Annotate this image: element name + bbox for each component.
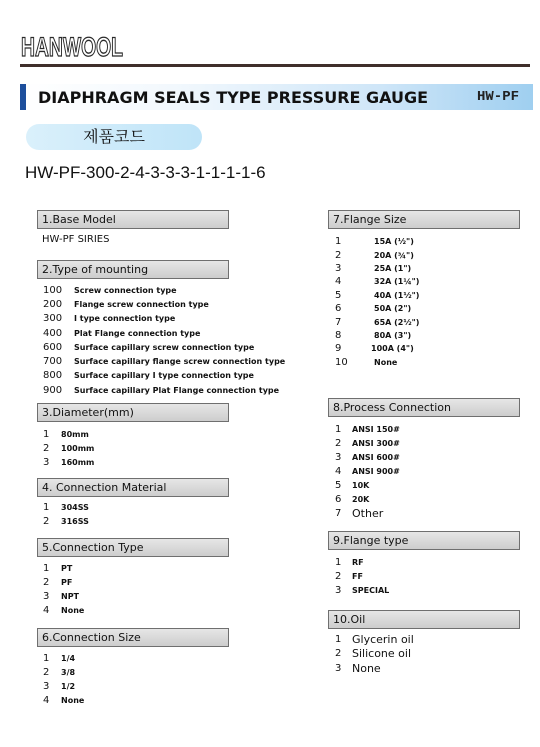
item-code: 2 [335, 648, 342, 660]
item-code: 1 [43, 652, 50, 664]
list-item [43, 326, 285, 340]
list-item [43, 427, 94, 441]
item-text: I type connection type [74, 314, 176, 324]
item-text: ANSI 900# [352, 466, 400, 476]
item-code: 6 [335, 493, 342, 505]
item-text: 20A (¾") [374, 250, 414, 260]
item-code: 3 [335, 584, 342, 596]
item-text: None [374, 357, 398, 367]
section-base-model: 1.Base Model [37, 210, 229, 229]
item-text: Surface capillary screw connection type [74, 342, 255, 352]
item-code: 2 [43, 666, 50, 678]
item-code: 2 [335, 570, 342, 582]
list-item [335, 661, 414, 676]
list-item [43, 354, 285, 368]
list-item [335, 302, 419, 315]
item-text: 304SS [61, 502, 89, 512]
list-item [335, 647, 414, 662]
item-code: 2 [43, 442, 50, 454]
item-code: 1 [43, 562, 50, 574]
item-text: 65A (2½") [374, 317, 420, 327]
page-title: DIAPHRAGM SEALS TYPE PRESSURE GAUGE [38, 88, 429, 107]
item-text: 10K [352, 480, 370, 490]
product-code-label: 제품코드 [26, 124, 202, 150]
flange-type-list [335, 555, 389, 597]
item-text: Surface capillary Plat Flange connection type [74, 385, 280, 395]
item-code: 5 [335, 289, 342, 301]
section-mounting: 2.Type of mounting [37, 260, 229, 279]
list-item [43, 561, 84, 575]
list-item [43, 514, 89, 528]
connection-size-list [43, 651, 84, 707]
item-text: 20K [352, 494, 370, 504]
section-connection-type: 5.Connection Type [37, 538, 229, 557]
item-code: 300 [43, 313, 63, 325]
list-item [335, 262, 419, 275]
list-item [43, 369, 285, 383]
item-text: 1/2 [61, 681, 76, 691]
item-code: 2 [335, 437, 342, 449]
item-text: Flange screw connection type [74, 299, 209, 309]
list-item [43, 383, 285, 397]
item-code: 200 [43, 298, 63, 310]
item-code: 6 [335, 303, 342, 315]
item-text: Other [352, 506, 384, 520]
item-code: 7 [335, 316, 342, 328]
item-code: 3 [43, 590, 50, 602]
title-accent [20, 84, 26, 110]
item-code: 1 [335, 236, 342, 248]
item-text: Screw connection type [74, 285, 177, 295]
item-text: PF [61, 577, 73, 587]
item-code: 800 [43, 370, 63, 382]
list-item [335, 464, 400, 478]
item-text: RF [352, 557, 364, 567]
item-text: Plat Flange connection type [74, 328, 201, 338]
list-item [43, 665, 84, 679]
item-code: 4 [43, 694, 50, 706]
list-item [335, 422, 400, 436]
title-bar [20, 84, 533, 110]
list-item [335, 450, 400, 464]
list-item [43, 441, 94, 455]
list-item [43, 500, 89, 514]
list-item [335, 342, 419, 355]
item-code: 2 [43, 515, 50, 527]
item-code: 400 [43, 327, 63, 339]
hanwool-logo [20, 28, 126, 64]
item-code: 1 [335, 423, 342, 435]
item-code: 3 [335, 662, 342, 674]
item-code: 1 [335, 556, 342, 568]
item-code: 3 [43, 456, 50, 468]
item-code: 4 [335, 276, 342, 288]
item-code: 4 [43, 604, 50, 616]
model-code-example: HW-PF-300-2-4-3-3-3-1-1-1-1-6 [25, 163, 266, 182]
list-item [335, 356, 419, 369]
item-code: 100 [43, 284, 63, 296]
section-connection-size: 6.Connection Size [37, 628, 229, 647]
item-text: ANSI 150# [352, 424, 400, 434]
item-text: 160mm [61, 457, 95, 467]
section-connection-material: 4. Connection Material [37, 478, 229, 497]
item-text: None [61, 695, 85, 705]
item-code: 1 [335, 633, 342, 645]
list-item [335, 569, 389, 583]
list-item [335, 583, 389, 597]
section-flange-type: 9.Flange type [328, 531, 520, 550]
product-code: HW-PF [476, 89, 519, 105]
list-item [335, 248, 419, 261]
item-text: 1/4 [61, 653, 76, 663]
item-text: 40A (1½") [374, 290, 420, 300]
list-item [43, 340, 285, 354]
item-code: 4 [335, 465, 342, 477]
list-item [335, 492, 400, 506]
list-item [335, 436, 400, 450]
list-item [335, 315, 419, 328]
item-text: Glycerin oil [352, 632, 414, 646]
item-text: SPECIAL [352, 585, 390, 595]
item-text: ANSI 600# [352, 452, 400, 462]
item-code: 2 [43, 576, 50, 588]
item-code: 3 [335, 451, 342, 463]
diameter-list [43, 427, 94, 469]
item-text: 100A (4") [371, 344, 414, 354]
item-code: 3 [335, 262, 342, 274]
section-flange-size: 7.Flange Size [328, 210, 520, 229]
list-item [43, 455, 94, 469]
item-text: 80A (3") [374, 330, 412, 340]
section-process-connection: 8.Process Connection [328, 398, 520, 417]
item-code: 2 [335, 249, 342, 261]
list-item [335, 235, 419, 248]
list-item [43, 575, 84, 589]
flange-size-list [335, 235, 419, 369]
item-code: 10 [335, 356, 348, 368]
item-text: 50A (2") [374, 304, 412, 314]
list-item [43, 589, 84, 603]
list-item [43, 603, 84, 617]
mounting-list [43, 283, 285, 397]
list-item [335, 275, 419, 288]
material-list [43, 500, 89, 528]
item-text: Surface capillary I type connection type [74, 371, 254, 381]
item-text: 15A (½") [374, 237, 414, 247]
item-code: 1 [43, 501, 50, 513]
list-item [335, 506, 400, 520]
connection-type-list [43, 561, 84, 617]
item-text: 80mm [61, 429, 89, 439]
list-item [335, 329, 419, 342]
process-connection-list [335, 422, 400, 520]
item-text: 100mm [61, 443, 95, 453]
item-text: NPT [61, 591, 80, 601]
item-code: 7 [335, 507, 342, 519]
list-item [335, 289, 419, 302]
item-text: PT [61, 563, 73, 573]
item-code: 900 [43, 384, 63, 396]
item-text: 25A (1") [374, 263, 412, 273]
item-text: Surface capillary flange screw connection type [74, 357, 286, 367]
svg-text:HANWOOL: HANWOOL [21, 32, 124, 62]
base-model-value: HW-PF SIRIES [42, 234, 110, 245]
item-text: None [352, 661, 381, 675]
list-item [43, 651, 84, 665]
header-rule [20, 64, 530, 67]
list-item [43, 679, 84, 693]
item-code: 9 [335, 343, 342, 355]
oil-list [335, 632, 414, 676]
item-code: 8 [335, 329, 342, 341]
item-code: 700 [43, 356, 63, 368]
item-text: None [61, 605, 85, 615]
item-text: Silicone oil [352, 647, 412, 661]
item-text: 32A (1¼") [374, 277, 420, 287]
item-code: 3 [43, 680, 50, 692]
list-item [335, 632, 414, 647]
item-text: 3/8 [61, 667, 76, 677]
item-text: ANSI 300# [352, 438, 400, 448]
section-oil: 10.Oil [328, 610, 520, 629]
item-code: 1 [43, 428, 50, 440]
item-text: 316SS [61, 516, 89, 526]
item-code: 5 [335, 479, 342, 491]
list-item [335, 478, 400, 492]
list-item [43, 297, 285, 311]
list-item [335, 555, 389, 569]
item-code: 600 [43, 341, 63, 353]
list-item [43, 283, 285, 297]
list-item [43, 312, 285, 326]
item-text: FF [352, 571, 363, 581]
section-diameter: 3.Diameter(mm) [37, 403, 229, 422]
list-item [43, 693, 84, 707]
